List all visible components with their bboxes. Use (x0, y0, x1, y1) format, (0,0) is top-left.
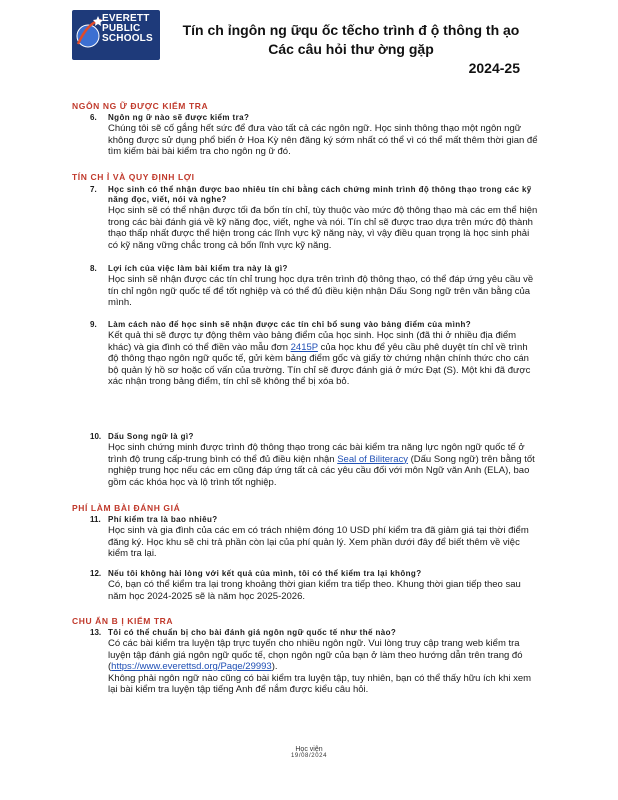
question-number: 11. (90, 515, 101, 524)
question-text: Phí kiểm tra là bao nhiêu? (108, 515, 218, 524)
question-number: 8. (90, 264, 97, 273)
faq-item-8 (90, 264, 540, 309)
logo-text (102, 14, 153, 44)
faq-item-7 (90, 185, 540, 251)
answer-text-part: của học khu để yêu cầu phê duyệt tín chỉ về trình độ thông thạo ngôn ngữ quốc tế, gửi kèm bảng điểm gốc và giấy tờ chứng nhận chính thức cho cán bộ quản lý hồ sơ hoặc cố vấn của trường. Tín chỉ sẽ được đánh giá ở mức Đạt (S). Một khi đã được xác nhận trong bảng điểm, tín chỉ sẽ không thể bị xóa bỏ. (108, 341, 531, 387)
answer-text-part: Học sinh chứng minh được trình độ thông thạo trong các bài kiểm tra năng lực ngôn ngữ quốc tế ở trình độ trung cấp-trung bình có thể đủ điều kiện nhận (108, 442, 525, 465)
answer-text-part: ). (271, 661, 278, 672)
section-heading-testing: NGÔN NG Ữ ĐƯỢC KIỂM TRA (72, 101, 209, 111)
title-line-3: 2024-25 (468, 60, 520, 76)
answer-text-part: Có các bài kiểm tra luyện tập trực tuyến cho nhiều ngôn ngữ. Vui lòng truy cập trang web kiểm tra luyện tập đánh giá ngôn ngữ quốc tế, chọn ngôn ngữ của bạn ở làm theo hướng dẫn trên trang đó ( (108, 638, 523, 672)
everett-public-schools-logo (72, 10, 160, 60)
answer-text (108, 330, 540, 388)
answer-text: Chúng tôi sẽ cố gắng hết sức để đưa vào tất cả các ngôn ngữ. Học sinh thông thạo một ngôn ngữ không được sử dụng phổ biến ở Hoa Kỳ nên đăng ký sớm nhất có thể vì có thể mất thêm thời gian để tìm kiếm bài bài kiểm tra cho ngôn ng ữ đó. (108, 123, 538, 157)
faq-item-12 (90, 569, 540, 602)
question-number: 7. (90, 185, 97, 194)
answer-text: Học sinh sẽ có thể nhận được tối đa bốn tín chỉ, tùy thuộc vào mức độ thông thạo mà các em thể hiện trong các bài đánh giá về kỹ năng đọc, viết, nghe và nói. Tín chỉ sẽ được trao dựa trên mức độ thành thạo thấp nhất được thể hiện trong các lĩnh vực kỹ năng này, vì vậy điều quan trọng là học sinh phải có kỹ năng vững chắc trong cả bốn lĩnh vực kỹ năng. (108, 205, 538, 251)
question-number: 12. (90, 569, 102, 578)
form-2415p-link[interactable]: 2415P (290, 341, 318, 353)
faq-item-11 (90, 515, 540, 560)
question-text: Nếu tôi không hài lòng với kết quả của mình, tôi có thể kiểm tra lại không? (108, 569, 422, 578)
answer-text: Học sinh sẽ nhận được các tín chỉ trung học dựa trên trình độ thông thạo, có thể đáp ứng yêu cầu về tín chỉ ngôn ngữ quốc tế để tốt nghiệp và có thể đủ điều kiện nhận Dấu Song ngữ trên văn bằng của mình. (108, 274, 534, 308)
answer-text-extra: Không phải ngôn ngữ nào cũng có bài kiểm tra luyện tập, tuy nhiên, bạn có thể thấy hữu ích khi xem lại bài kiểm tra luyện tập tiếng Anh để nắm được kiểu câu hỏi. (108, 672, 532, 695)
question-number: 6. (90, 113, 97, 122)
question-text: Dấu Song ngữ là gì? (108, 432, 194, 441)
question-text: Ngôn ng ữ nào sẽ được kiểm tra? (108, 113, 250, 122)
faq-item-10 (90, 432, 540, 488)
page-title (166, 22, 536, 77)
answer-text (108, 442, 540, 488)
footer (0, 746, 618, 759)
logo-line-3: SCHOOLS (102, 33, 153, 44)
answer-text: Học sinh và gia đình của các em có trách nhiệm đóng 10 USD phí kiểm tra đã giảm giá tại thời điểm đăng ký. Học khu sẽ chi trả phần còn lại của phí quản lý. Xem phần dưới đây để biết thêm về việc kiểm tra lại. (108, 525, 529, 559)
footer-date: 19/08/2024 (290, 753, 328, 759)
question-number: 13. (90, 628, 102, 637)
logo-line-1: EVERETT (102, 13, 150, 24)
section-heading-credits: TÍN CH Ỉ VÀ QUY ĐỊNH LỢI (72, 172, 195, 182)
school-logo-icon (74, 14, 104, 54)
title-line-2: Các câu hỏi thư ờng gặp (268, 41, 434, 57)
answer-text-part: Kết quả thi sẽ được tự động thêm vào bảng điểm của học sinh. Học sinh (đã thi ở nhiều địa điểm khác) và gia đình có thể điền vào mẫu đơn (108, 330, 517, 353)
section-heading-prep: CHU ẨN B Ị KIỂM TRA (72, 616, 174, 626)
logo-line-2: PUBLIC (102, 23, 141, 34)
answer-text-part: (Dấu Song ngữ) trên bằng tốt nghiệp trung học nếu các em cũng đáp ứng tất cả các yêu cầu đối với môn Ngữ văn Anh (ELA), bao gồm các khóa học và lộ trình tốt nghiệp. (108, 453, 535, 488)
faq-item-13 (90, 628, 540, 696)
question-text: Tôi có thể chuẩn bị cho bài đánh giá ngôn ngữ quốc tế như thế nào? (108, 628, 397, 637)
faq-item-6 (90, 113, 540, 158)
title-line-1: Tín ch ỉngôn ng ữqu ốc tếcho trình đ ộ thông th ạo (182, 22, 520, 38)
question-text: Lợi ích của việc làm bài kiểm tra này là gì? (108, 264, 288, 273)
question-number: 10. (90, 432, 102, 441)
question-text: Học sinh có thể nhận được bao nhiêu tín chỉ bằng cách chứng minh trình độ thông thạo trong các kỹ năng đọc, viết, nói và nghe? (108, 185, 532, 204)
answer-text (108, 638, 540, 673)
question-number: 9. (90, 320, 97, 329)
seal-of-biliteracy-link[interactable]: Seal of Biliteracy (337, 453, 408, 465)
footer-line-1: Học viện (295, 746, 323, 753)
question-text: Làm cách nào để học sinh sẽ nhận được các tín chỉ bổ sung vào bảng điểm của mình? (108, 320, 472, 329)
section-heading-fees: PHÍ LÀM BÀI ĐÁNH GIÁ (72, 503, 181, 513)
faq-item-9 (90, 320, 540, 388)
practice-test-link[interactable]: https://www.everettsd.org/Page/29993 (111, 661, 272, 672)
answer-text: Có, bạn có thể kiểm tra lại trong khoảng thời gian kiểm tra tiếp theo. Khung thời gian tiếp theo sau năm học 2024-2025 sẽ là năm học 2025-2026. (108, 579, 521, 602)
